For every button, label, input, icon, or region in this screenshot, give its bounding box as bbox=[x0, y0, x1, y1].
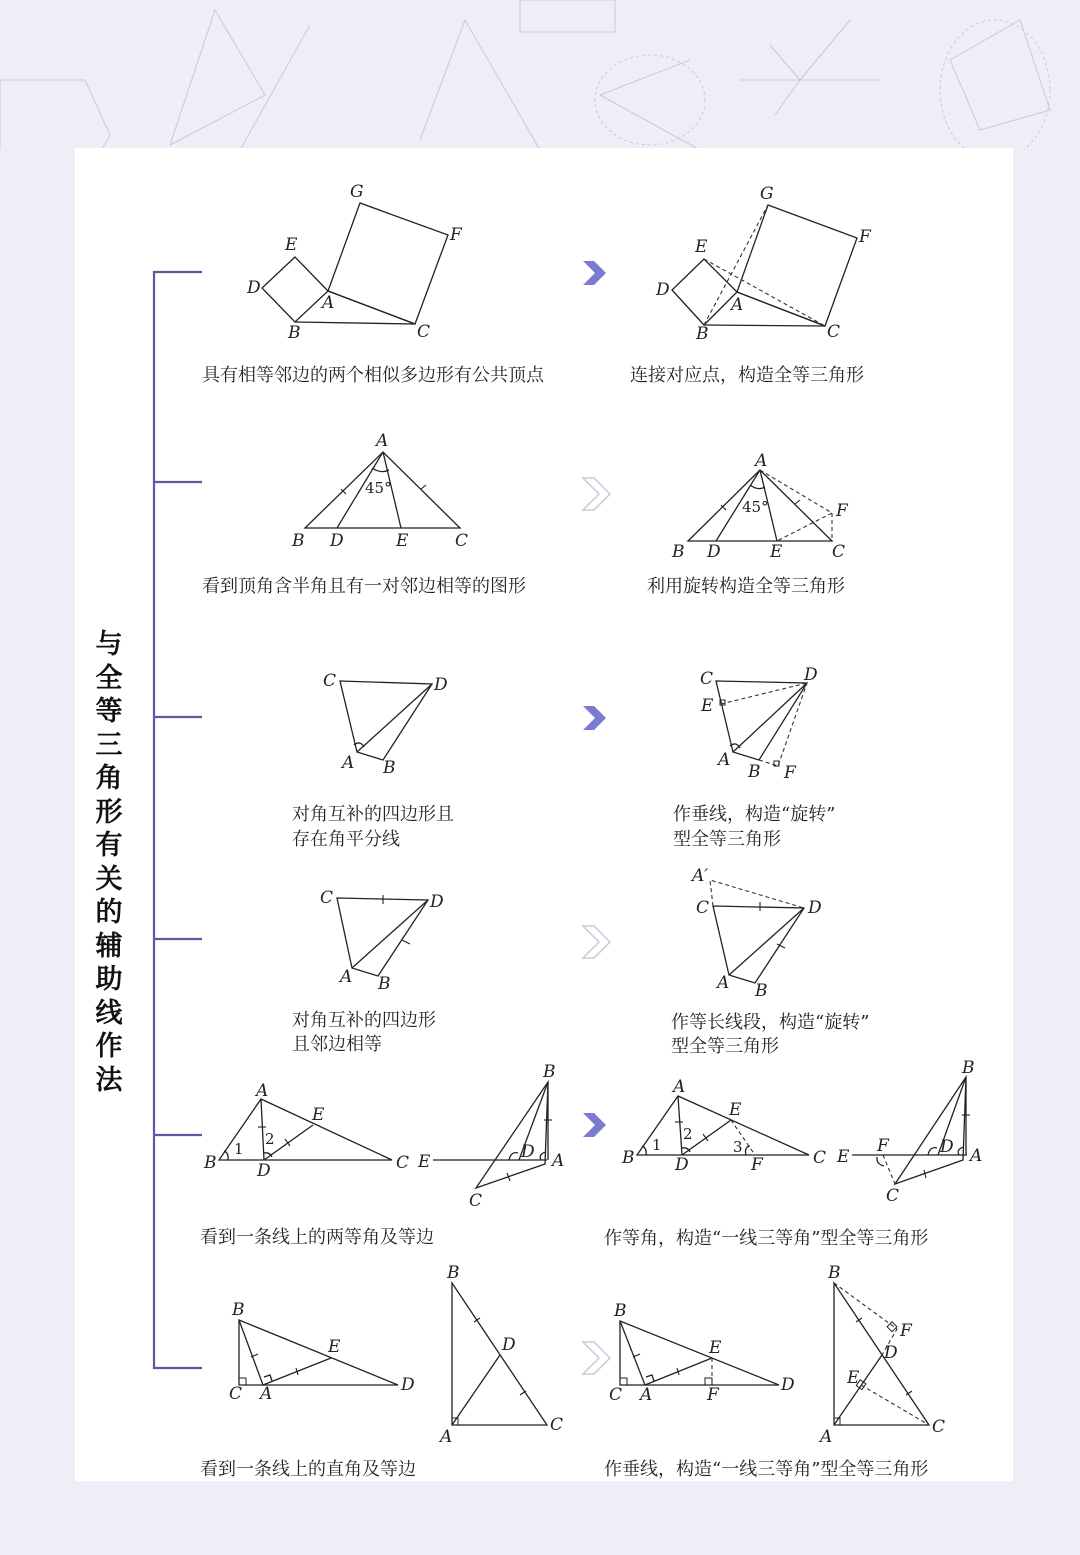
svg-text:A: A bbox=[256, 1081, 269, 1101]
svg-text:F: F bbox=[707, 1385, 719, 1405]
svg-text:D: D bbox=[884, 1343, 898, 1363]
svg-text:E: E bbox=[396, 531, 409, 551]
caption-row3-right-line1: 作垂线，构造“旋转” bbox=[673, 804, 836, 825]
caption-row2-left: 看到顶角含半角且有一对邻边相等的图形 bbox=[202, 576, 526, 597]
svg-text:D: D bbox=[675, 1155, 689, 1175]
svg-text:F: F bbox=[900, 1321, 912, 1341]
svg-text:C: C bbox=[396, 1153, 410, 1173]
svg-text:B: B bbox=[292, 531, 305, 551]
caption-row6-left: 看到一条线上的直角及等边 bbox=[200, 1459, 416, 1480]
svg-text:A: A bbox=[717, 973, 730, 993]
svg-text:B: B bbox=[543, 1062, 556, 1082]
svg-text:B: B bbox=[828, 1263, 841, 1283]
svg-text:B: B bbox=[962, 1058, 975, 1078]
svg-text:C: C bbox=[550, 1415, 564, 1435]
svg-text:A: A bbox=[322, 293, 335, 313]
caption-row2-right: 利用旋转构造全等三角形 bbox=[647, 576, 845, 597]
svg-text:E: E bbox=[847, 1368, 860, 1388]
svg-text:E: E bbox=[770, 542, 783, 562]
svg-text:B: B bbox=[232, 1300, 245, 1320]
svg-text:B: B bbox=[383, 758, 396, 778]
svg-text:B: B bbox=[755, 981, 768, 1001]
svg-text:A: A bbox=[718, 750, 731, 770]
svg-text:A: A bbox=[673, 1077, 686, 1097]
caption-row4-left-line2: 且邻边相等 bbox=[292, 1034, 382, 1055]
svg-text:1: 1 bbox=[234, 1140, 244, 1158]
svg-text:G: G bbox=[350, 182, 364, 202]
svg-text:F: F bbox=[836, 501, 848, 521]
svg-text:B: B bbox=[748, 762, 761, 782]
figure-row1-right bbox=[655, 184, 872, 344]
svg-text:D: D bbox=[330, 531, 344, 551]
svg-text:A: A bbox=[970, 1146, 983, 1166]
svg-text:B: B bbox=[672, 542, 685, 562]
svg-text:D: D bbox=[940, 1137, 954, 1157]
svg-text:1: 1 bbox=[652, 1136, 662, 1154]
figure-row5-left-b bbox=[417, 1062, 564, 1211]
svg-text:D: D bbox=[804, 665, 818, 685]
svg-text:C: C bbox=[886, 1186, 900, 1206]
svg-text:C: C bbox=[323, 671, 337, 691]
svg-text:C: C bbox=[700, 669, 714, 689]
svg-text:G: G bbox=[760, 184, 774, 204]
figure-row3-left bbox=[323, 671, 448, 778]
svg-text:45°: 45° bbox=[742, 498, 769, 516]
svg-text:A: A bbox=[552, 1151, 565, 1171]
svg-text:B: B bbox=[378, 974, 391, 994]
svg-text:45°: 45° bbox=[365, 479, 392, 497]
svg-text:B: B bbox=[614, 1301, 627, 1321]
svg-text:B: B bbox=[288, 323, 301, 343]
figure-row6-left bbox=[229, 1300, 415, 1404]
svg-text:D: D bbox=[781, 1375, 795, 1395]
svg-text:E: E bbox=[701, 696, 714, 716]
figure-row6-right-b bbox=[818, 1263, 945, 1447]
svg-text:F: F bbox=[450, 225, 462, 245]
vertical-title: 与全等三角形有关的辅助线作法 bbox=[95, 629, 123, 1096]
figure-row5-left bbox=[203, 1081, 409, 1181]
svg-text:E: E bbox=[418, 1152, 431, 1172]
svg-text:C: C bbox=[932, 1417, 946, 1437]
svg-text:D: D bbox=[247, 278, 261, 298]
svg-text:C: C bbox=[229, 1384, 243, 1404]
figure-row2-left bbox=[291, 431, 468, 551]
svg-text:B: B bbox=[204, 1153, 217, 1173]
caption-row4-right-line2: 型全等三角形 bbox=[671, 1036, 779, 1057]
svg-text:C: C bbox=[813, 1148, 827, 1168]
figure-row5-right-b bbox=[836, 1058, 982, 1206]
svg-text:D: D bbox=[502, 1335, 516, 1355]
svg-text:A: A bbox=[342, 753, 355, 773]
figure-row6-left-b bbox=[438, 1263, 563, 1447]
svg-text:C: C bbox=[827, 322, 841, 342]
svg-text:A: A bbox=[376, 431, 389, 451]
svg-text:E: E bbox=[312, 1105, 325, 1125]
svg-text:2: 2 bbox=[265, 1130, 275, 1148]
svg-text:F: F bbox=[784, 763, 796, 783]
svg-text:B: B bbox=[447, 1263, 460, 1283]
figure-row1-left bbox=[246, 182, 463, 343]
arrow-chevron-icon bbox=[583, 261, 610, 1374]
svg-text:C: C bbox=[417, 322, 431, 342]
svg-text:E: E bbox=[695, 237, 708, 257]
svg-text:A: A bbox=[820, 1427, 833, 1447]
svg-text:C: C bbox=[832, 542, 846, 562]
caption-row1-right: 连接对应点，构造全等三角形 bbox=[630, 365, 864, 386]
svg-text:C: C bbox=[469, 1191, 483, 1211]
figure-row4-left bbox=[320, 888, 444, 994]
svg-text:2: 2 bbox=[683, 1125, 693, 1143]
figure-row2-right bbox=[671, 451, 849, 562]
svg-text:A: A bbox=[440, 1427, 453, 1447]
svg-text:A: A bbox=[640, 1385, 653, 1405]
svg-text:F: F bbox=[877, 1136, 889, 1156]
svg-text:D: D bbox=[707, 542, 721, 562]
svg-text:E: E bbox=[709, 1338, 722, 1358]
figure-row6-right bbox=[609, 1301, 795, 1405]
svg-text:D: D bbox=[656, 280, 670, 300]
svg-text:D: D bbox=[808, 898, 822, 918]
svg-text:D: D bbox=[257, 1161, 271, 1181]
caption-row4-left-line1: 对角互补的四边形 bbox=[292, 1010, 436, 1031]
svg-text:E: E bbox=[837, 1147, 850, 1167]
figure-row3-right bbox=[700, 665, 818, 783]
svg-text:A: A bbox=[260, 1384, 273, 1404]
caption-row3-left-line1: 对角互补的四边形且 bbox=[292, 804, 454, 825]
caption-row6-right: 作垂线，构造“一线三等角”型全等三角形 bbox=[604, 1459, 929, 1480]
svg-text:D: D bbox=[430, 892, 444, 912]
svg-text:C: C bbox=[320, 888, 334, 908]
svg-text:B: B bbox=[622, 1148, 635, 1168]
svg-text:C: C bbox=[455, 531, 469, 551]
caption-row3-left-line2: 存在角平分线 bbox=[292, 829, 400, 850]
svg-text:C: C bbox=[609, 1385, 623, 1405]
svg-text:3: 3 bbox=[733, 1138, 743, 1156]
figure-row5-right bbox=[621, 1077, 826, 1175]
caption-row5-right: 作等角，构造“一线三等角”型全等三角形 bbox=[604, 1228, 929, 1249]
svg-text:D: D bbox=[521, 1142, 535, 1162]
caption-row5-left: 看到一条线上的两等角及等边 bbox=[200, 1227, 434, 1248]
svg-text:E: E bbox=[328, 1337, 341, 1357]
svg-text:F: F bbox=[859, 227, 871, 247]
svg-text:B: B bbox=[696, 324, 709, 344]
svg-text:D: D bbox=[401, 1375, 415, 1395]
svg-text:A′: A′ bbox=[692, 866, 709, 886]
caption-row1-left: 具有相等邻边的两个相似多边形有公共顶点 bbox=[202, 365, 544, 386]
svg-text:D: D bbox=[434, 675, 448, 695]
svg-text:A: A bbox=[755, 451, 768, 471]
caption-row3-right-line2: 型全等三角形 bbox=[673, 829, 781, 850]
svg-text:A: A bbox=[340, 967, 353, 987]
svg-text:E: E bbox=[729, 1100, 742, 1120]
figure-row4-right bbox=[690, 866, 822, 1001]
svg-text:F: F bbox=[751, 1155, 763, 1175]
caption-row4-right-line1: 作等长线段，构造“旋转” bbox=[671, 1012, 870, 1033]
svg-text:C: C bbox=[696, 898, 710, 918]
svg-text:E: E bbox=[285, 235, 298, 255]
svg-text:A: A bbox=[731, 295, 744, 315]
